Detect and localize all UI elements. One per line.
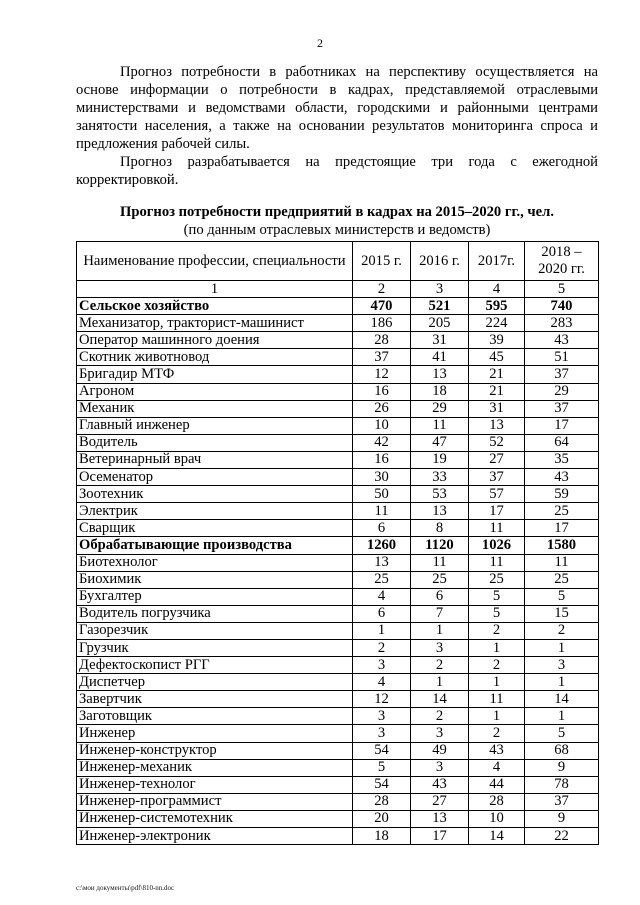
table-row	[77, 451, 599, 468]
page-number: 2	[317, 36, 323, 50]
table-row	[77, 793, 599, 810]
value-cell: 186	[353, 315, 411, 332]
table-title: Прогноз потребности предприятий в кадрах на 2015–2020 гг., чел.	[120, 204, 554, 220]
value-cell: 28	[353, 332, 411, 349]
profession-name: Скотник животновод	[77, 349, 353, 366]
column-number: 2	[353, 281, 411, 298]
value-cell: 1	[525, 639, 599, 656]
value-cell: 1120	[411, 537, 469, 554]
value-cell: 14	[411, 691, 469, 708]
value-cell: 30	[353, 469, 411, 486]
intro-paragraph-2: Прогноз разрабатывается на предстоящие три года с ежегодной корректировкой.	[76, 154, 598, 188]
value-cell: 78	[525, 776, 599, 793]
value-cell: 13	[469, 417, 525, 434]
table-row	[77, 810, 599, 827]
value-cell: 17	[411, 828, 469, 845]
value-cell: 37	[525, 793, 599, 810]
value-cell: 54	[353, 742, 411, 759]
intro-paragraph-1: Прогноз потребности в работниках на перспективу осуществляется на основе информации о потребности в кадрах, представляемой отраслевыми министерствами и ведомствами области, городскими и районными центрами занятости населения, а также на основании результатов мониторинга спроса и предложения рабочей силы.	[76, 64, 598, 152]
header-2015: 2015 г.	[353, 242, 411, 281]
table-body	[77, 298, 599, 845]
table-row	[77, 639, 599, 656]
value-cell: 25	[469, 571, 525, 588]
value-cell: 31	[411, 332, 469, 349]
table-row	[77, 383, 599, 400]
profession-name: Инженер-конструктор	[77, 742, 353, 759]
profession-name: Агроном	[77, 383, 353, 400]
value-cell: 1	[353, 622, 411, 639]
value-cell: 470	[353, 298, 411, 315]
value-cell: 31	[469, 400, 525, 417]
value-cell: 15	[525, 605, 599, 622]
table-row	[77, 588, 599, 605]
value-cell: 14	[525, 691, 599, 708]
profession-name: Диспетчер	[77, 674, 353, 691]
value-cell: 27	[469, 451, 525, 468]
table-row	[77, 725, 599, 742]
value-cell: 13	[411, 366, 469, 383]
profession-name: Завертчик	[77, 691, 353, 708]
value-cell: 33	[411, 469, 469, 486]
value-cell: 16	[353, 451, 411, 468]
value-cell: 9	[525, 759, 599, 776]
profession-name: Бухгалтер	[77, 588, 353, 605]
profession-name: Ветеринарный врач	[77, 451, 353, 468]
profession-name: Инженер	[77, 725, 353, 742]
value-cell: 11	[525, 554, 599, 571]
value-cell: 43	[469, 742, 525, 759]
value-cell: 11	[469, 691, 525, 708]
table-row	[77, 776, 599, 793]
value-cell: 5	[525, 725, 599, 742]
column-number: 4	[469, 281, 525, 298]
value-cell: 25	[353, 571, 411, 588]
value-cell: 11	[469, 554, 525, 571]
profession-name: Инженер-технолог	[77, 776, 353, 793]
value-cell: 4	[353, 588, 411, 605]
value-cell: 45	[469, 349, 525, 366]
value-cell: 595	[469, 298, 525, 315]
value-cell: 16	[353, 383, 411, 400]
table-row	[77, 469, 599, 486]
value-cell: 3	[353, 725, 411, 742]
value-cell: 42	[353, 434, 411, 451]
forecast-table	[76, 241, 599, 845]
value-cell: 17	[525, 417, 599, 434]
value-cell: 37	[525, 366, 599, 383]
profession-name: Биотехнолог	[77, 554, 353, 571]
table-row	[77, 691, 599, 708]
profession-name: Грузчик	[77, 639, 353, 656]
value-cell: 11	[353, 503, 411, 520]
value-cell: 37	[525, 400, 599, 417]
value-cell: 3	[353, 657, 411, 674]
table-row	[77, 674, 599, 691]
table-row	[77, 657, 599, 674]
column-number: 1	[77, 281, 353, 298]
table-row	[77, 503, 599, 520]
value-cell: 205	[411, 315, 469, 332]
value-cell: 6	[353, 520, 411, 537]
value-cell: 35	[525, 451, 599, 468]
value-cell: 17	[469, 503, 525, 520]
value-cell: 25	[525, 571, 599, 588]
value-cell: 6	[353, 605, 411, 622]
footer-file-path: c:\мои документы\pdf\810-nn.doc	[76, 884, 175, 892]
value-cell: 20	[353, 810, 411, 827]
value-cell: 52	[469, 434, 525, 451]
table-row	[77, 708, 599, 725]
value-cell: 9	[525, 810, 599, 827]
table-row	[77, 332, 599, 349]
value-cell: 521	[411, 298, 469, 315]
table-row	[77, 605, 599, 622]
value-cell: 59	[525, 486, 599, 503]
value-cell: 1	[469, 674, 525, 691]
profession-name: Сварщик	[77, 520, 353, 537]
value-cell: 37	[353, 349, 411, 366]
value-cell: 57	[469, 486, 525, 503]
profession-name: Главный инженер	[77, 417, 353, 434]
table-row	[77, 486, 599, 503]
header-2017: 2017г.	[469, 242, 525, 281]
profession-name: Оператор машинного доения	[77, 332, 353, 349]
value-cell: 10	[353, 417, 411, 434]
table-row	[77, 349, 599, 366]
value-cell: 2	[411, 708, 469, 725]
value-cell: 47	[411, 434, 469, 451]
profession-name: Инженер-механик	[77, 759, 353, 776]
table-row	[77, 759, 599, 776]
section-name: Сельское хозяйство	[77, 298, 353, 315]
header-2016: 2016 г.	[411, 242, 469, 281]
value-cell: 2	[469, 622, 525, 639]
table-section-row	[77, 537, 599, 554]
profession-name: Инженер-электроник	[77, 828, 353, 845]
value-cell: 12	[353, 691, 411, 708]
value-cell: 3	[411, 759, 469, 776]
value-cell: 1	[411, 674, 469, 691]
profession-name: Водитель	[77, 434, 353, 451]
table-row	[77, 400, 599, 417]
value-cell: 4	[469, 759, 525, 776]
value-cell: 18	[411, 383, 469, 400]
value-cell: 28	[469, 793, 525, 810]
table-row	[77, 742, 599, 759]
value-cell: 283	[525, 315, 599, 332]
value-cell: 13	[411, 503, 469, 520]
value-cell: 64	[525, 434, 599, 451]
profession-name: Механизатор, тракторист-машинист	[77, 315, 353, 332]
table-section-row	[77, 298, 599, 315]
table-row	[77, 554, 599, 571]
value-cell: 2	[525, 622, 599, 639]
value-cell: 1	[411, 622, 469, 639]
value-cell: 1	[469, 708, 525, 725]
table-row	[77, 417, 599, 434]
value-cell: 2	[469, 725, 525, 742]
value-cell: 7	[411, 605, 469, 622]
profession-name: Бригадир МТФ	[77, 366, 353, 383]
value-cell: 3	[353, 708, 411, 725]
value-cell: 5	[353, 759, 411, 776]
value-cell: 26	[353, 400, 411, 417]
value-cell: 5	[525, 588, 599, 605]
table-row	[77, 520, 599, 537]
column-number: 3	[411, 281, 469, 298]
value-cell: 1580	[525, 537, 599, 554]
profession-name: Дефектоскопист РГГ	[77, 657, 353, 674]
profession-name: Осеменатор	[77, 469, 353, 486]
value-cell: 50	[353, 486, 411, 503]
value-cell: 2	[469, 657, 525, 674]
value-cell: 3	[411, 725, 469, 742]
value-cell: 224	[469, 315, 525, 332]
value-cell: 14	[469, 828, 525, 845]
value-cell: 13	[411, 810, 469, 827]
value-cell: 1	[469, 639, 525, 656]
profession-name: Электрик	[77, 503, 353, 520]
section-name: Обрабатывающие производства	[77, 537, 353, 554]
value-cell: 2	[411, 657, 469, 674]
value-cell: 18	[353, 828, 411, 845]
profession-name: Заготовщик	[77, 708, 353, 725]
value-cell: 21	[469, 383, 525, 400]
value-cell: 51	[525, 349, 599, 366]
value-cell: 740	[525, 298, 599, 315]
table-row	[77, 571, 599, 588]
value-cell: 11	[469, 520, 525, 537]
profession-name: Механик	[77, 400, 353, 417]
value-cell: 54	[353, 776, 411, 793]
value-cell: 5	[469, 605, 525, 622]
table-row	[77, 622, 599, 639]
table-row	[77, 434, 599, 451]
value-cell: 1	[525, 708, 599, 725]
value-cell: 28	[353, 793, 411, 810]
table-subtitle: (по данным отраслевых министерств и ведомств)	[183, 222, 491, 238]
table-row	[77, 366, 599, 383]
value-cell: 25	[525, 503, 599, 520]
value-cell: 22	[525, 828, 599, 845]
value-cell: 25	[411, 571, 469, 588]
header-profession: Наименование профессии, специальности	[77, 242, 353, 281]
value-cell: 5	[469, 588, 525, 605]
value-cell: 12	[353, 366, 411, 383]
value-cell: 21	[469, 366, 525, 383]
value-cell: 68	[525, 742, 599, 759]
table-row	[77, 315, 599, 332]
header-2018-2020: 2018 – 2020 гг.	[525, 242, 599, 281]
value-cell: 43	[525, 469, 599, 486]
value-cell: 41	[411, 349, 469, 366]
value-cell: 44	[469, 776, 525, 793]
value-cell: 19	[411, 451, 469, 468]
value-cell: 2	[353, 639, 411, 656]
table-header-row	[77, 242, 599, 281]
value-cell: 37	[469, 469, 525, 486]
table-row	[77, 828, 599, 845]
value-cell: 53	[411, 486, 469, 503]
value-cell: 43	[525, 332, 599, 349]
value-cell: 29	[411, 400, 469, 417]
value-cell: 8	[411, 520, 469, 537]
value-cell: 4	[353, 674, 411, 691]
value-cell: 6	[411, 588, 469, 605]
profession-name: Биохимик	[77, 571, 353, 588]
value-cell: 39	[469, 332, 525, 349]
profession-name: Инженер-системотехник	[77, 810, 353, 827]
profession-name: Газорезчик	[77, 622, 353, 639]
column-number: 5	[525, 281, 599, 298]
value-cell: 3	[525, 657, 599, 674]
profession-name: Зоотехник	[77, 486, 353, 503]
value-cell: 43	[411, 776, 469, 793]
value-cell: 49	[411, 742, 469, 759]
value-cell: 27	[411, 793, 469, 810]
profession-name: Водитель погрузчика	[77, 605, 353, 622]
value-cell: 1026	[469, 537, 525, 554]
column-numbering-row	[77, 281, 599, 298]
value-cell: 13	[353, 554, 411, 571]
value-cell: 10	[469, 810, 525, 827]
value-cell: 3	[411, 639, 469, 656]
value-cell: 11	[411, 554, 469, 571]
value-cell: 11	[411, 417, 469, 434]
value-cell: 1260	[353, 537, 411, 554]
value-cell: 17	[525, 520, 599, 537]
value-cell: 29	[525, 383, 599, 400]
profession-name: Инженер-программист	[77, 793, 353, 810]
value-cell: 1	[525, 674, 599, 691]
